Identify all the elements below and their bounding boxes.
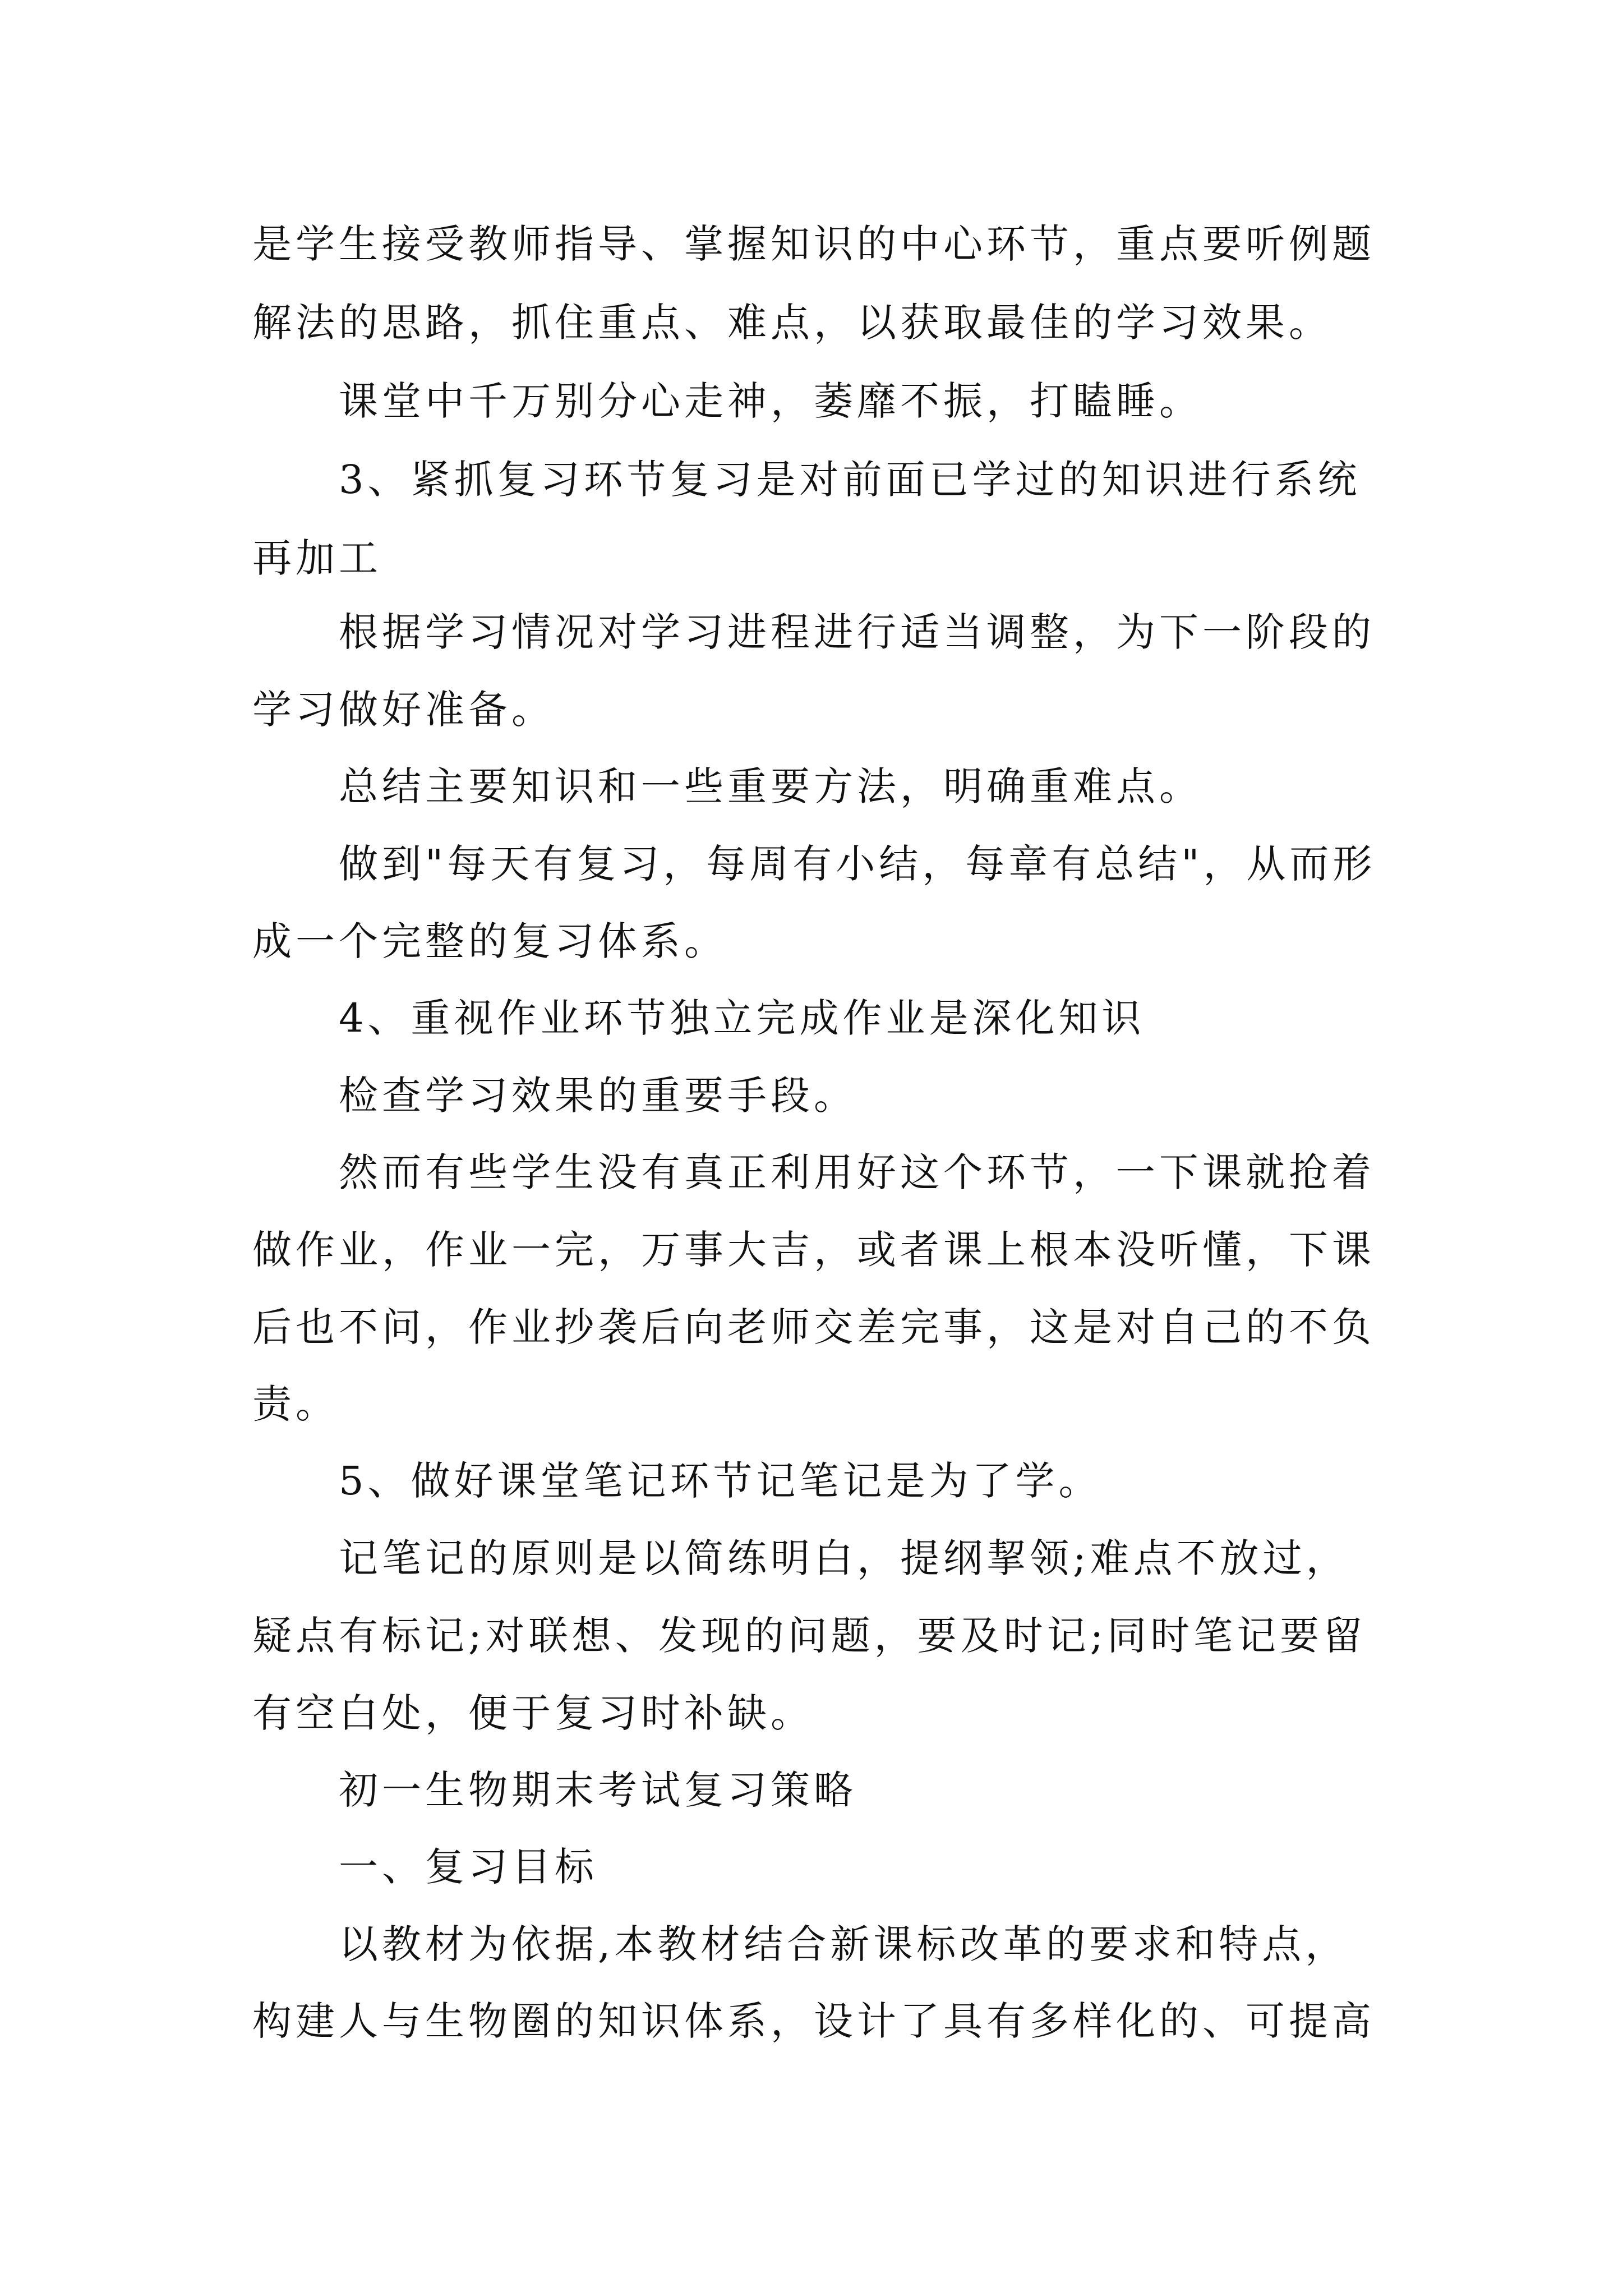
text-line: 有空白处，便于复习时补缺。: [252, 1690, 814, 1736]
text-line: 3、紧抓复习环节复习是对前面已学过的知识进行系统: [339, 457, 1361, 503]
text-line: 根据学习情况对学习进程进行适当调整，为下一阶段的: [339, 609, 1375, 655]
text-line: 5、做好课堂笔记环节记笔记是为了学。: [339, 1458, 1102, 1504]
text-line: 做到"每天有复习，每周有小结，每章有总结"，从而形: [339, 841, 1376, 887]
text-line: 检查学习效果的重要手段。: [339, 1073, 857, 1119]
text-line: 构建人与生物圈的知识体系，设计了具有多样化的、可提高: [252, 1998, 1375, 2044]
text-line: 以教材为依据,本教材结合新课标改革的要求和特点，: [339, 1921, 1349, 1967]
text-line: 然而有些学生没有真正利用好这个环节，一下课就抢着: [339, 1149, 1375, 1195]
text-line: 做作业，作业一完，万事大吉，或者课上根本没听懂，下课: [252, 1227, 1375, 1273]
text-line: 是学生接受教师指导、掌握知识的中心环节，重点要听例题: [252, 221, 1375, 267]
text-line: 后也不问，作业抄袭后向老师交差完事，这是对自己的不负: [252, 1304, 1375, 1350]
text-line: 记笔记的原则是以简练明白，提纲挈领;难点不放过，: [339, 1535, 1349, 1581]
text-line: 初一生物期末考试复习策略: [339, 1767, 857, 1813]
text-line: 总结主要知识和一些重要方法，明确重难点。: [339, 763, 1202, 809]
text-line: 疑点有标记;对联想、发现的问题，要及时记;同时笔记要留: [252, 1613, 1367, 1659]
text-line: 解法的思路，抓住重点、难点，以获取最佳的学习效果。: [252, 300, 1332, 346]
text-line: 学习做好准备。: [252, 687, 555, 733]
text-line: 责。: [252, 1381, 339, 1427]
text-line: 成一个完整的复习体系。: [252, 918, 727, 964]
text-line: 课堂中千万别分心走神，萎靡不振，打瞌睡。: [339, 378, 1202, 424]
text-line: 一、复习目标: [339, 1844, 598, 1890]
text-line: 4、重视作业环节独立完成作业是深化知识: [339, 995, 1145, 1041]
text-line: 再加工: [252, 535, 382, 581]
